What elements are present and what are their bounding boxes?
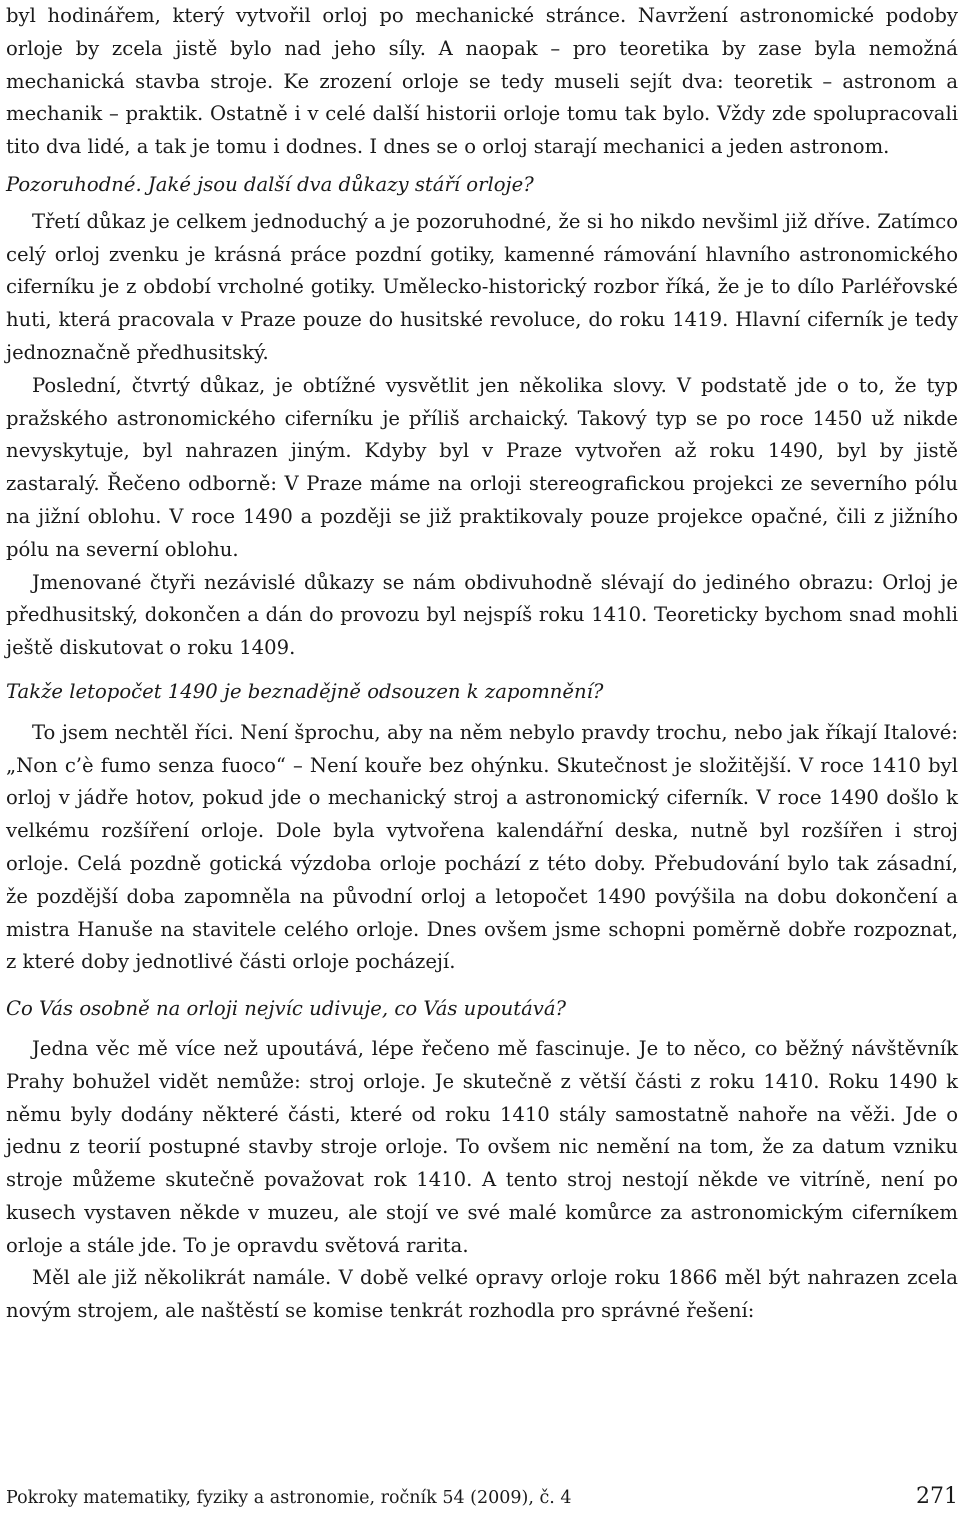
journal-citation: Pokroky matematiky, fyziky a astronomie, ročník 54 (2009), č. 4 [6, 1488, 572, 1508]
paragraph: Měl ale již několikrát namále. V době velké opravy orloje roku 1866 měl být nahrazen zcela novým strojem, ale naštěstí se komise tenkrát rozhodla pro správné řešení: [6, 1266, 958, 1323]
page-footer [6, 1482, 958, 1513]
paragraph: Poslední, čtvrtý důkaz, je obtížné vysvětlit jen několika slovy. V podstatě jde o to, že typ pražského astronomického ciferníku je příliš archaický. Takový typ se po roce 1450 už nikde nevyskytuje, byl nahrazen jiným. Kdyby byl v Praze vytvořen až roku 1490, byl by jistě zastaralý. Řečeno odborně: V Praze máme na orloji stereografickou projekci ze severního pólu na jižní oblohu. V roce 1490 a později se již praktikovaly pouze projekce opačné, čili z jižního pólu na severní oblohu. [6, 373, 958, 561]
interview-question: Takže letopočet 1490 je beznadějně odsouzen k zapomnění? [6, 679, 604, 703]
paragraph: Jedna věc mě více než upoutává, lépe řečeno mě fascinuje. Je to něco, co běžný návštěvník Prahy bohužel vidět nemůže: stroj orloje. Je skutečně z větší části z roku 1410. Roku 1490 k němu byly dodány některé části, které od roku 1410 stály samostatně nahoře na věži. Jde o jednu z teorií postupné stavby stroje orloje. To ovšem nic nemění na tom, že za datum vzniku stroje můžeme skutečně považovat rok 1410. A tento stroj nestojí někde ve vitríně, není po kusech vystaven někde v muzeu, ale stojí ve své malé komůrce za astronomickým ciferníkem orloje a stále jde. To je opravdu světová rarita. [6, 1036, 958, 1257]
paragraph: To jsem nechtěl říci. Není šprochu, aby na něm nebylo pravdy trochu, nebo jak říkají Italové: „Non c’è fumo senza fuoco“ – Není kouře bez ohýnku. Skutečnost je složitější. V roce 1410 byl orloj v jádře hotov, pokud jde o mechanický stroj a astronomický ciferník. V roce 1490 došlo k velkému rozšíření orloje. Dole byla vytvořena kalendářní deska, nutně byl rozšířen i stroj orloje. Celá pozdně gotická výzdoba orloje pochází z této doby. Přebudování bylo tak zásadní, že pozdější doba zapomněla na původní orloj a letopočet 1490 povýšila na dobu dokončení a mistra Hanuše na stavitele celého orloje. Dnes ovšem jsme schopni poměrně dobře rozpoznat, z které doby jednotlivé části orloje pocházejí. [6, 720, 958, 974]
paragraph: byl hodinářem, který vytvořil orloj po mechanické stránce. Navržení astronomické podoby orloje by zcela jistě bylo nad jeho síly. A naopak – pro teoretika by zase byla nemožná mechanická stavba stroje. Ke zrození orloje se tedy museli sejít dva: teoretik – astronom a mechanik – praktik. Ostatně i v celé další historii orloje tomu tak bylo. Vždy zde spolupracovali tito dva lidé, a tak je tomu i dodnes. I dnes se o orloj starají mechanici a jeden astronom. [6, 4, 958, 159]
paragraph: Třetí důkaz je celkem jednoduchý a je pozoruhodné, že si ho nikdo nevšiml již dříve. Zatímco celý orloj zvenku je krásná práce pozdní gotiky, kamenné rámování hlavního astronomického ciferníku je z období vrcholné gotiky. Umělecko-historický rozbor říká, že je to dílo Parléřovské huti, která pracovala v Praze pouze do husitské revoluce, do roku 1419. Hlavní ciferník je tedy jednoznačně předhusitský. [6, 209, 958, 364]
article-body [6, 0, 958, 1328]
page-number: 271 [916, 1484, 958, 1509]
interview-question: Co Vás osobně na orloji nejvíc udivuje, co Vás upoutává? [6, 997, 567, 1021]
interview-question: Pozoruhodné. Jaké jsou další dva důkazy stáří orloje? [6, 172, 534, 196]
paragraph: Jmenované čtyři nezávislé důkazy se nám obdivuhodně slévají do jediného obrazu: Orloj je předhusitský, dokončen a dán do provozu byl nejspíš roku 1410. Teoreticky bychom snad mohli ještě diskutovat o roku 1409. [6, 570, 958, 660]
